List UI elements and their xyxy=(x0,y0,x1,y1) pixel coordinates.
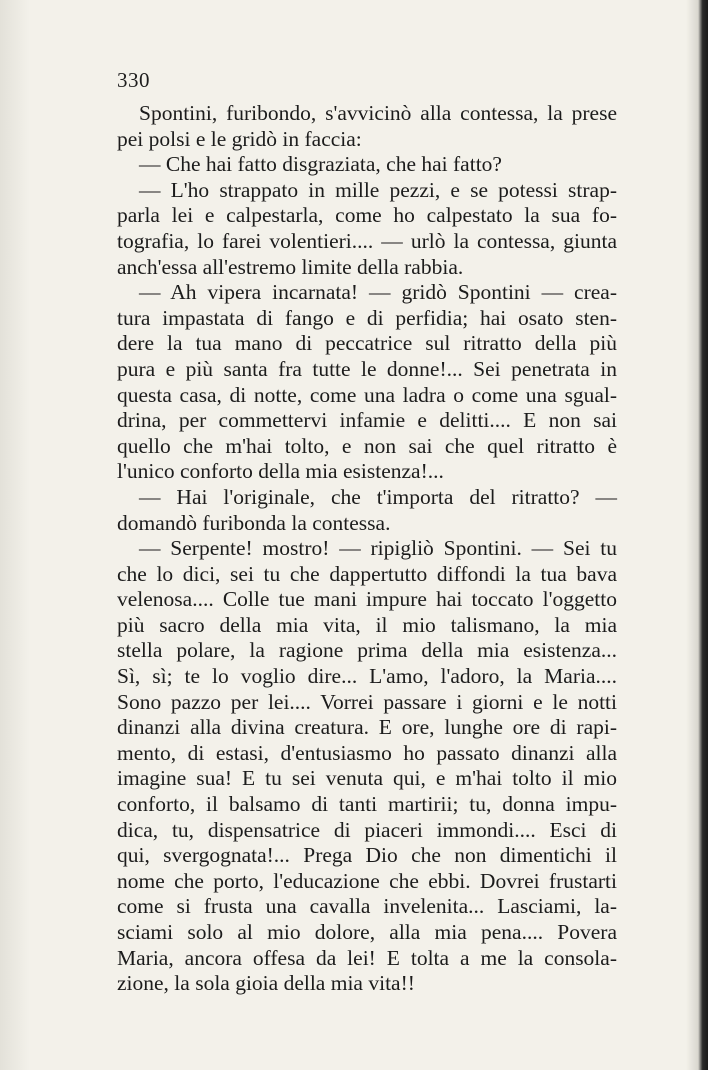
text-line: — Serpente! mostro! — ripigliò Spontini. — Sei tu xyxy=(139,536,617,561)
text-line: stella polare, la ragione prima della mia esistenza... xyxy=(117,638,617,663)
text-line: Maria, ancora offesa da lei! E tolta a me la consola- xyxy=(117,945,617,970)
text-line: pura e più santa fra tutte le donne!... Sei penetrata in xyxy=(117,356,617,381)
text-line: dica, tu, dispensatrice di piaceri immondi.... Esci di xyxy=(117,817,617,842)
text-line: dere la tua mano di peccatrice sul ritratto della più xyxy=(117,331,617,356)
text-line: nome che porto, l'educazione che ebbi. Dovrei frustarti xyxy=(117,868,617,893)
text-line: Sì, sì; te lo voglio dire... L'amo, l'adoro, la Maria.... xyxy=(117,664,617,689)
text-line: tografia, lo farei volentieri.... — urlò la contessa, giunta xyxy=(117,228,617,253)
text-line: domandò furibonda la contessa. xyxy=(117,510,391,535)
text-line: pei polsi e le gridò in faccia: xyxy=(117,126,362,151)
text-line: — Hai l'originale, che t'importa del ritratto? — xyxy=(139,484,617,509)
text-line: quello che m'hai tolto, e non sai che quel ritratto è xyxy=(117,433,617,458)
text-line: che lo dici, sei tu che dappertutto diffondi la tua bava xyxy=(117,561,617,586)
text-line: Spontini, furibondo, s'avvicinò alla contessa, la prese xyxy=(139,101,617,125)
text-line: — L'ho strappato in mille pezzi, e se potessi strap- xyxy=(139,177,617,202)
text-line: parla lei e calpestarla, come ho calpestato la sua fo- xyxy=(117,203,617,228)
text-line: anch'essa all'estremo limite della rabbia. xyxy=(117,254,464,279)
text-line: mento, di estasi, d'entusiasmo ho passato dinanzi alla xyxy=(117,740,617,765)
page-edge xyxy=(686,0,708,1070)
text-line: conforto, il balsamo di tanti martirii; tu, donna impu- xyxy=(117,792,617,817)
text-line: imagine sua! E tu sei venuta qui, e m'hai tolto il mio xyxy=(117,766,617,791)
text-line: Sono pazzo per lei.... Vorrei passare i giorni e le notti xyxy=(117,689,617,714)
text-line: questa casa, di notte, come una ladra o come una sgual- xyxy=(117,382,617,407)
page-shading xyxy=(0,0,30,1070)
text-line: più sacro della mia vita, il mio talismano, la mia xyxy=(117,612,617,637)
text-line: velenosa.... Colle tue mani impure hai toccato l'oggetto xyxy=(117,587,617,612)
text-line: zione, la sola gioia della mia vita!! xyxy=(117,971,415,996)
page-number: 330 xyxy=(117,68,150,92)
text-line: l'unico conforto della mia esistenza!... xyxy=(117,459,444,484)
text-line: dinanzi alla divina creatura. E ore, lunghe ore di rapi- xyxy=(117,715,617,740)
body-text xyxy=(117,101,617,997)
text-line: qui, svergognata!... Prega Dio che non dimentichi il xyxy=(117,843,617,868)
text-line: drina, per commettervi infamie e delitti.... E non sai xyxy=(117,408,617,433)
text-line: come si frusta una cavalla invelenita... Lasciami, la- xyxy=(117,894,617,919)
text-line: tura impastata di fango e di perfidia; hai osato sten- xyxy=(117,305,617,330)
text-line: sciami solo al mio dolore, alla mia pena.... Povera xyxy=(117,920,617,944)
text-line: — Ah vipera incarnata! — gridò Spontini — crea- xyxy=(139,280,617,305)
text-line: — Che hai fatto disgraziata, che hai fatto? xyxy=(139,152,502,177)
